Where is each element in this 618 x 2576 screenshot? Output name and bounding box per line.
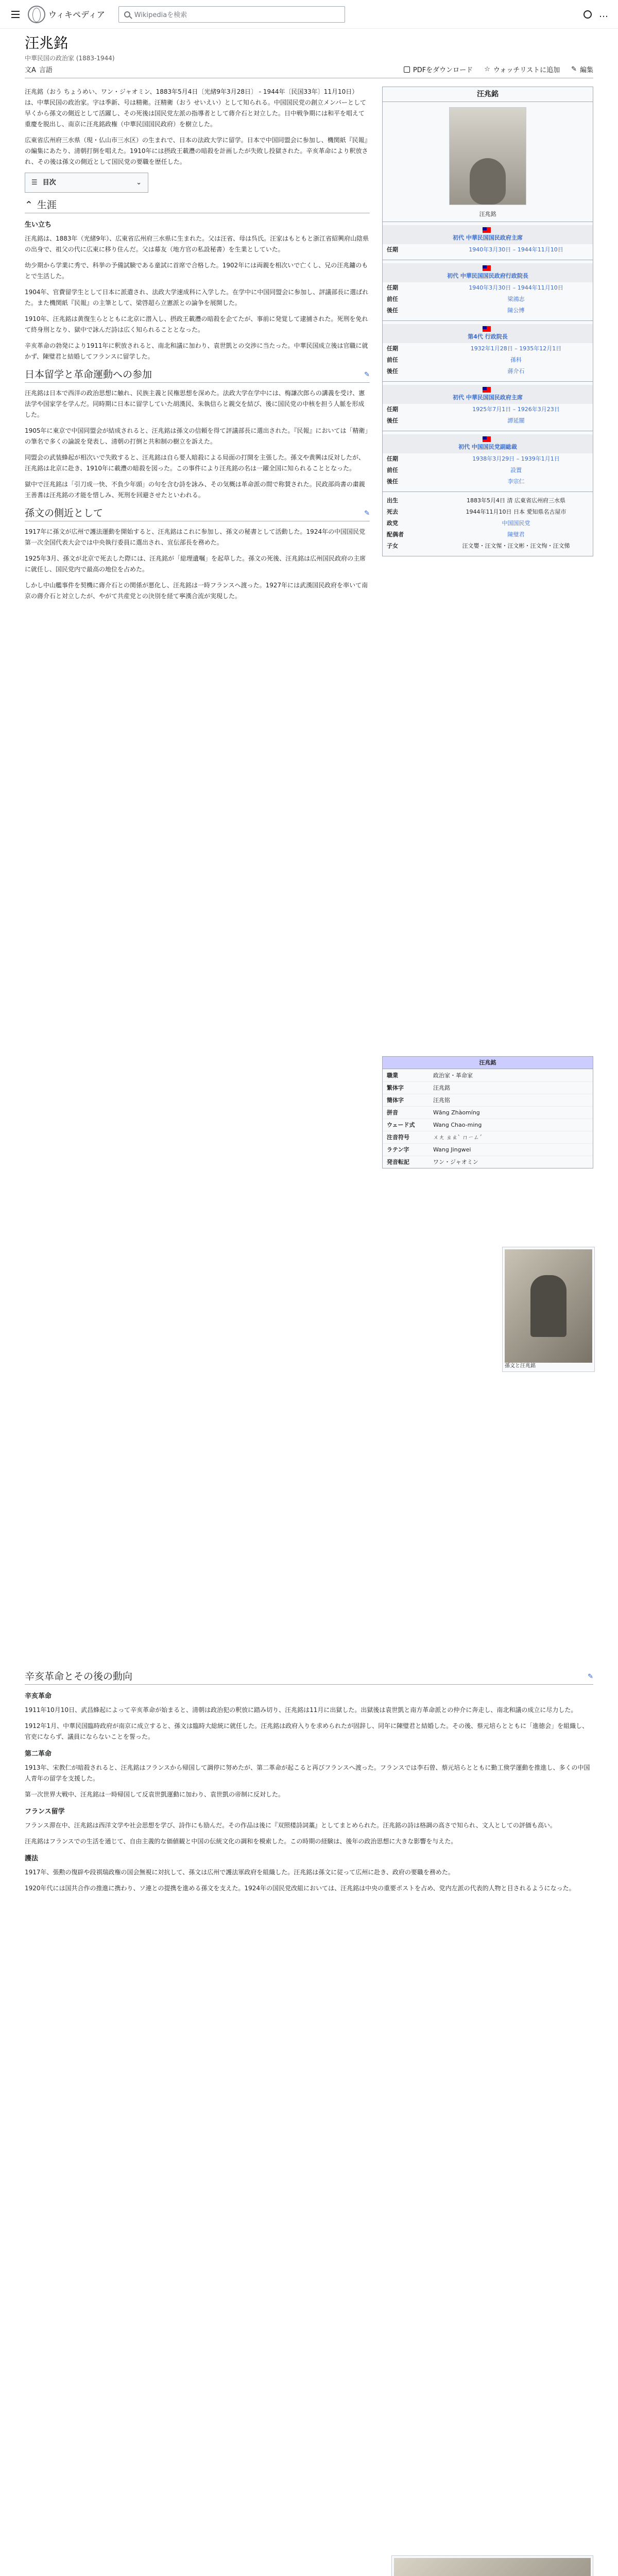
subsection-heading: 護法 — [25, 1855, 39, 1862]
edit-section-icon[interactable]: ✎ — [364, 371, 370, 379]
office-title — [383, 434, 593, 453]
paragraph: 幼少期から学業に秀で、科挙の予備試験である童試に首席で合格した。1902年には両親を相次いで亡くし、兄の汪兆鏞のもとで生活した。 — [25, 262, 368, 280]
paragraph: 同盟会の武装蜂起が相次いで失敗すると、汪兆銘は自ら要人暗殺による局面の打開を主張した。孫文や黄興は反対したが、汪兆銘は北京に赴き、1910年に載灃の暗殺を図った。この事件により汪兆銘の名は一躍全国に知られることとなった。 — [25, 454, 365, 472]
language-label: 言語 — [39, 66, 53, 74]
infobox-row: 任期 1940年3月30日 – 1944年11月10日 — [387, 284, 563, 291]
download-icon — [404, 66, 410, 73]
paragraph: しかし中山艦事件を契機に蔣介石との関係が悪化し、汪兆銘は一時フランスへ渡った。1927年には武漢国民政府を率いて南京の蔣介石と対立したが、やがて共産党との決別を経て寧漢合流が実現した。 — [25, 582, 368, 600]
figure-thumbnail[interactable] — [502, 1247, 595, 1372]
paragraph: 1925年3月、孫文が北京で死去した際には、汪兆銘が「総理遺嘱」を起草した。孫文の死後、汪兆銘は広州国民政府の主席に就任し、国民党内で最高の地位を占めた。 — [25, 555, 366, 573]
office-block — [383, 320, 593, 381]
paragraph: 汪兆銘は、1883年（光緒9年）、広東省広州府三水県に生まれた。父は汪省、母は呉氏。汪家はもともと浙江省紹興府山陰県の出身で、祖父の代に広東に移り住んだ。父は幕友（地方官の私設秘書）を生業としていた。 — [25, 235, 369, 253]
figure-caption: 孫文と汪兆銘 — [505, 1363, 536, 1369]
paragraph: 1904年、官費留学生として日本に派遣され、法政大学速成科に入学した。在学中に中国同盟会に参加し、評議部長に選ばれた。また機関紙『民報』の主筆として、梁啓超ら立憲派との論争を展開した。 — [25, 289, 369, 307]
chevron-down-icon: ⌄ — [136, 179, 142, 187]
subsection-heading: 第二革命 — [25, 1750, 52, 1758]
page-title: 汪兆銘 — [25, 35, 68, 52]
article-body — [25, 87, 370, 607]
infobox-row: 後任 陳公博 — [387, 307, 525, 314]
chevron-up-icon: ⌃ — [25, 199, 33, 211]
watchlist-button[interactable]: ☆ ウォッチリストに追加 — [484, 65, 560, 74]
section-title: 生涯 — [37, 199, 57, 211]
figure-image[interactable] — [505, 1249, 592, 1363]
header-tools — [583, 9, 609, 20]
toc-icon: ☰ — [31, 179, 38, 187]
paragraph: 1905年に東京で中国同盟会が結成されると、汪兆銘は孫文の信頼を得て評議部長に選出された。『民報』においては「精衛」の筆名で多くの論説を発表し、清朝の打倒と共和制の樹立を訴えた。 — [25, 427, 368, 445]
page-subtitle: 中華民国の政治家 (1883-1944) — [25, 55, 115, 62]
office-link[interactable]: 初代 中華民国国民政府行政院長 — [447, 273, 528, 279]
paragraph: フランス滞在中、汪兆銘は西洋文学や社会思想を学び、詩作にも励んだ。その作品は後に『双照楼詩詞藁』としてまとめられた。汪兆銘の詩は格調の高さで知られ、文人としての評価も高い。 — [25, 1822, 556, 1829]
infobox — [382, 87, 593, 556]
edit-section-icon[interactable]: ✎ — [364, 510, 370, 517]
infobox-row: 前任 設置 — [387, 467, 522, 473]
paragraph: 第一次世界大戦中、汪兆銘は一時帰国して反袁世凱運動に加わり、袁世凱の帝制に反対した。 — [25, 1791, 285, 1798]
paragraph: 1920年代には国共合作の推進に携わり、ソ連との提携を進める孫文を支えた。1924年の国民党改組においては、汪兆銘は中央の重要ポストを占め、党内左派の代表的人物と目されるようになった。 — [25, 1885, 575, 1892]
paragraph: 1912年1月、中華民国臨時政府が南京に成立すると、孫文は臨時大総統に就任した。汪兆銘は政府入りを求められたが固辞し、同年に陳璧君と結婚した。その後、蔡元培らとともに「進徳会」を組織し、官吏にならず、議員にならないことを誓った。 — [25, 1722, 589, 1740]
paragraph: 辛亥革命の勃発により1911年に釈放されると、南北和議に加わり、袁世凱との交渉に当たった。中華民国成立後は官職に就かず、陳璧君と結婚してフランスに留学した。 — [25, 342, 368, 360]
language-button[interactable] — [25, 64, 53, 74]
site-logo[interactable] — [28, 6, 105, 23]
paragraph: 1911年10月10日、武昌蜂起によって辛亥革命が始まると、清朝は政治犯の釈放に踏み切り、汪兆銘は11月に出獄した。出獄後は袁世凱と南方革命派との仲介に奔走し、南北和議の成立に尽力した。 — [25, 1706, 577, 1714]
top-header — [0, 0, 618, 29]
office-block — [383, 381, 593, 431]
flag-icon — [483, 265, 491, 271]
section-heading-revolution[interactable] — [25, 1671, 593, 1685]
name-infobox — [382, 1056, 593, 1168]
flag-icon — [483, 387, 491, 393]
person-figure — [530, 1275, 566, 1337]
section-title: 孫文の側近として — [25, 507, 104, 519]
office-link[interactable]: 初代 中華民国国民政府主席 — [453, 394, 523, 401]
figure-image[interactable] — [394, 2558, 591, 2576]
infobox-row: 後任 譚延闓 — [387, 417, 525, 424]
section-title: 辛亥革命とその後の動向 — [25, 1671, 133, 1682]
name-row: 発音転記 ワン・ジャオミン — [383, 1156, 593, 1168]
pencil-icon: ✎ — [571, 65, 577, 73]
portrait-figure — [470, 158, 506, 205]
subsection-heading: 生い立ち — [25, 221, 52, 229]
name-row: 簡体字 汪兆铭 — [383, 1094, 593, 1106]
infobox-row: 前任 孫科 — [387, 357, 522, 363]
paragraph: 獄中で汪兆銘は「引刀成一快、不負少年頭」の句を含む詩を詠み、その気概は革命派の間で称賛された。民政部尚書の粛親王善耆は汪兆銘の才能を惜しみ、死刑を回避させたといわれる。 — [25, 481, 365, 499]
name-row: ウェード式 Wang Chao-ming — [383, 1118, 593, 1131]
toc-label: 目次 — [42, 179, 56, 187]
paragraph: 汪兆銘は日本で西洋の政治思想に触れ、民族主義と民権思想を深めた。法政大学在学中には、梅謙次郎らの講義を受け、憲法学や国家学を学んだ。同時期に日本に留学していた胡漢民、朱執信らと親交を結び、後に国民党の中核を担う人脈を形成した。 — [25, 389, 365, 418]
user-icon[interactable] — [583, 10, 592, 19]
figure-thumbnail[interactable] — [391, 2555, 593, 2576]
section-title: 日本留学と革命運動への参加 — [25, 369, 152, 380]
infobox-row: 後任 蔣介石 — [387, 368, 525, 375]
office-title — [383, 324, 593, 343]
title-area — [25, 34, 593, 62]
paragraph: 1917年に孫文が広州で護法運動を開始すると、汪兆銘はこれに参加し、孫文の秘書として活動した。1924年の中国国民党第一次全国代表大会では中央執行委員に選出され、宣伝部長を務めた。 — [25, 528, 366, 546]
name-infobox-title: 汪兆銘 — [383, 1057, 593, 1069]
lead-paragraph-2: 広東省広州府三水県（現・仏山市三水区）の生まれで、日本の法政大学に留学。日本で中国同盟会に参加し、機関紙『民報』の編集にあたり、清朝打倒を唱えた。1910年には摂政王載灃の暗殺を計画したが失敗し投獄された。辛亥革命により釈放され、その後は孫文の側近として国民党の要職を歴任した。 — [25, 137, 368, 165]
paragraph: 1913年、宋教仁が暗殺されると、汪兆銘はフランスから帰国して調停に努めたが、第二革命が起こると再びフランスへ渡った。フランスでは李石曾、蔡元培らとともに勤工倹学運動を推進し、多くの中国人青年の留学を支援した。 — [25, 1764, 590, 1782]
name-row: 拼音 Wāng Zhàomíng — [383, 1106, 593, 1118]
edit-section-icon[interactable]: ✎ — [588, 1673, 593, 1681]
infobox-row: 死去 1944年11月10日 日本 愛知県名古屋市 — [387, 509, 566, 515]
office-link[interactable]: 第4代 行政院長 — [468, 333, 508, 340]
flag-icon — [483, 326, 491, 332]
section-heading-study[interactable] — [25, 369, 370, 383]
infobox-row: 任期 1932年1月28日 – 1935年12月1日 — [387, 345, 562, 352]
table-of-contents[interactable] — [25, 173, 148, 193]
search-icon — [124, 11, 130, 18]
flag-icon — [483, 227, 491, 233]
infobox-title: 汪兆銘 — [383, 87, 593, 102]
subsection-heading: 辛亥革命 — [25, 1692, 52, 1700]
paragraph: 1917年、張勲の復辟や段祺瑞政権の国会無視に対抗して、孫文は広州で護法軍政府を組織した。汪兆銘は孫文に従って広州に赴き、政府の要職を務めた。 — [25, 1869, 454, 1876]
edit-button[interactable]: ✎ 編集 — [571, 65, 593, 74]
more-menu-icon[interactable]: … — [599, 9, 609, 20]
office-block — [383, 431, 593, 492]
portrait-image[interactable] — [449, 107, 526, 205]
name-row: ラテン字 Wang Jingwei — [383, 1143, 593, 1156]
wikipedia-globe-icon — [28, 6, 45, 23]
infobox-row: 後任 李宗仁 — [387, 478, 525, 485]
name-row: 職業 政治家・革命家 — [383, 1069, 593, 1081]
subsection-heading: フランス留学 — [25, 1808, 65, 1816]
download-pdf-button[interactable]: PDFをダウンロード — [404, 64, 473, 74]
office-title — [383, 385, 593, 404]
article-body-lower — [25, 1664, 593, 1899]
office-block — [383, 260, 593, 320]
page-actions — [25, 61, 593, 78]
name-row: 注音符号 ㄨㄤ ㄓㄠˋ ㄇㄧㄥˊ — [383, 1131, 593, 1143]
search-placeholder: Wikipediaを検索 — [134, 11, 187, 19]
infobox-row: 出生 1883年5月4日 清 広東省広州府三水県 — [387, 497, 565, 504]
infobox-row: 任期 1940年3月30日 – 1944年11月10日 — [387, 246, 563, 253]
office-block — [383, 222, 593, 260]
portrait-caption: 汪兆銘 — [479, 211, 496, 217]
infobox-row: 政党 中国国民党 — [387, 520, 530, 527]
infobox-row: 任期 1925年7月1日 – 1926年3月23日 — [387, 406, 560, 413]
personal-block — [383, 492, 593, 556]
name-row: 繁体字 汪兆銘 — [383, 1081, 593, 1094]
site-name: ウィキペディア — [48, 10, 105, 20]
office-title — [383, 263, 593, 282]
section-heading-life[interactable] — [25, 200, 370, 213]
paragraph: 汪兆銘はフランスでの生活を通じて、自由主義的な価値観と中国の伝統文化の調和を模索した。この時期の経験は、後年の政治思想に大きな影響を与えた。 — [25, 1838, 457, 1845]
lead-paragraph-1: 汪兆銘（おう ちょうめい、ワン・ジャオミン、1883年5月4日〔光緒9年3月28日〕 - 1944年〔民国33年〕11月10日）は、中華民国の政治家。字は季新、号は精衛。汪精衛（おう せいえい）として知られる。中国国民党の創立メンバーとして早くから孫文の側近として活躍し、その死後は国民党左派の指導者として蔣介石と対立した。日中戦争期には和平を唱えて重慶を脱出し、南京に汪兆銘政権（中華民国国民政府）を樹立した。 — [25, 88, 366, 128]
star-icon: ☆ — [484, 65, 490, 73]
office-title — [383, 225, 593, 244]
search-input[interactable] — [118, 6, 345, 23]
infobox-row: 配偶者 陳璧君 — [387, 531, 525, 538]
language-icon: 文A — [25, 66, 36, 74]
paragraph: 1910年、汪兆銘は黄復生らとともに北京に潜入し、摂政王載灃の暗殺を企てたが、事前に発覚して逮捕された。死刑を免れて終身刑となり、獄中で詠んだ詩は広く知られることとなった。 — [25, 315, 368, 333]
infobox-row: 子女 汪文嬰・汪文惺・汪文彬・汪文恂・汪文悌 — [387, 543, 570, 549]
section-heading-aide[interactable] — [25, 508, 370, 521]
infobox-row: 前任 梁鴻志 — [387, 296, 525, 302]
infobox-row: 任期 1938年3月29日 – 1939年1月1日 — [387, 455, 560, 462]
menu-icon[interactable] — [5, 4, 26, 25]
office-link[interactable]: 初代 中華民国国民政府主席 — [453, 234, 523, 241]
office-link[interactable]: 初代 中国国民党副総裁 — [458, 444, 517, 450]
flag-icon — [483, 436, 491, 442]
